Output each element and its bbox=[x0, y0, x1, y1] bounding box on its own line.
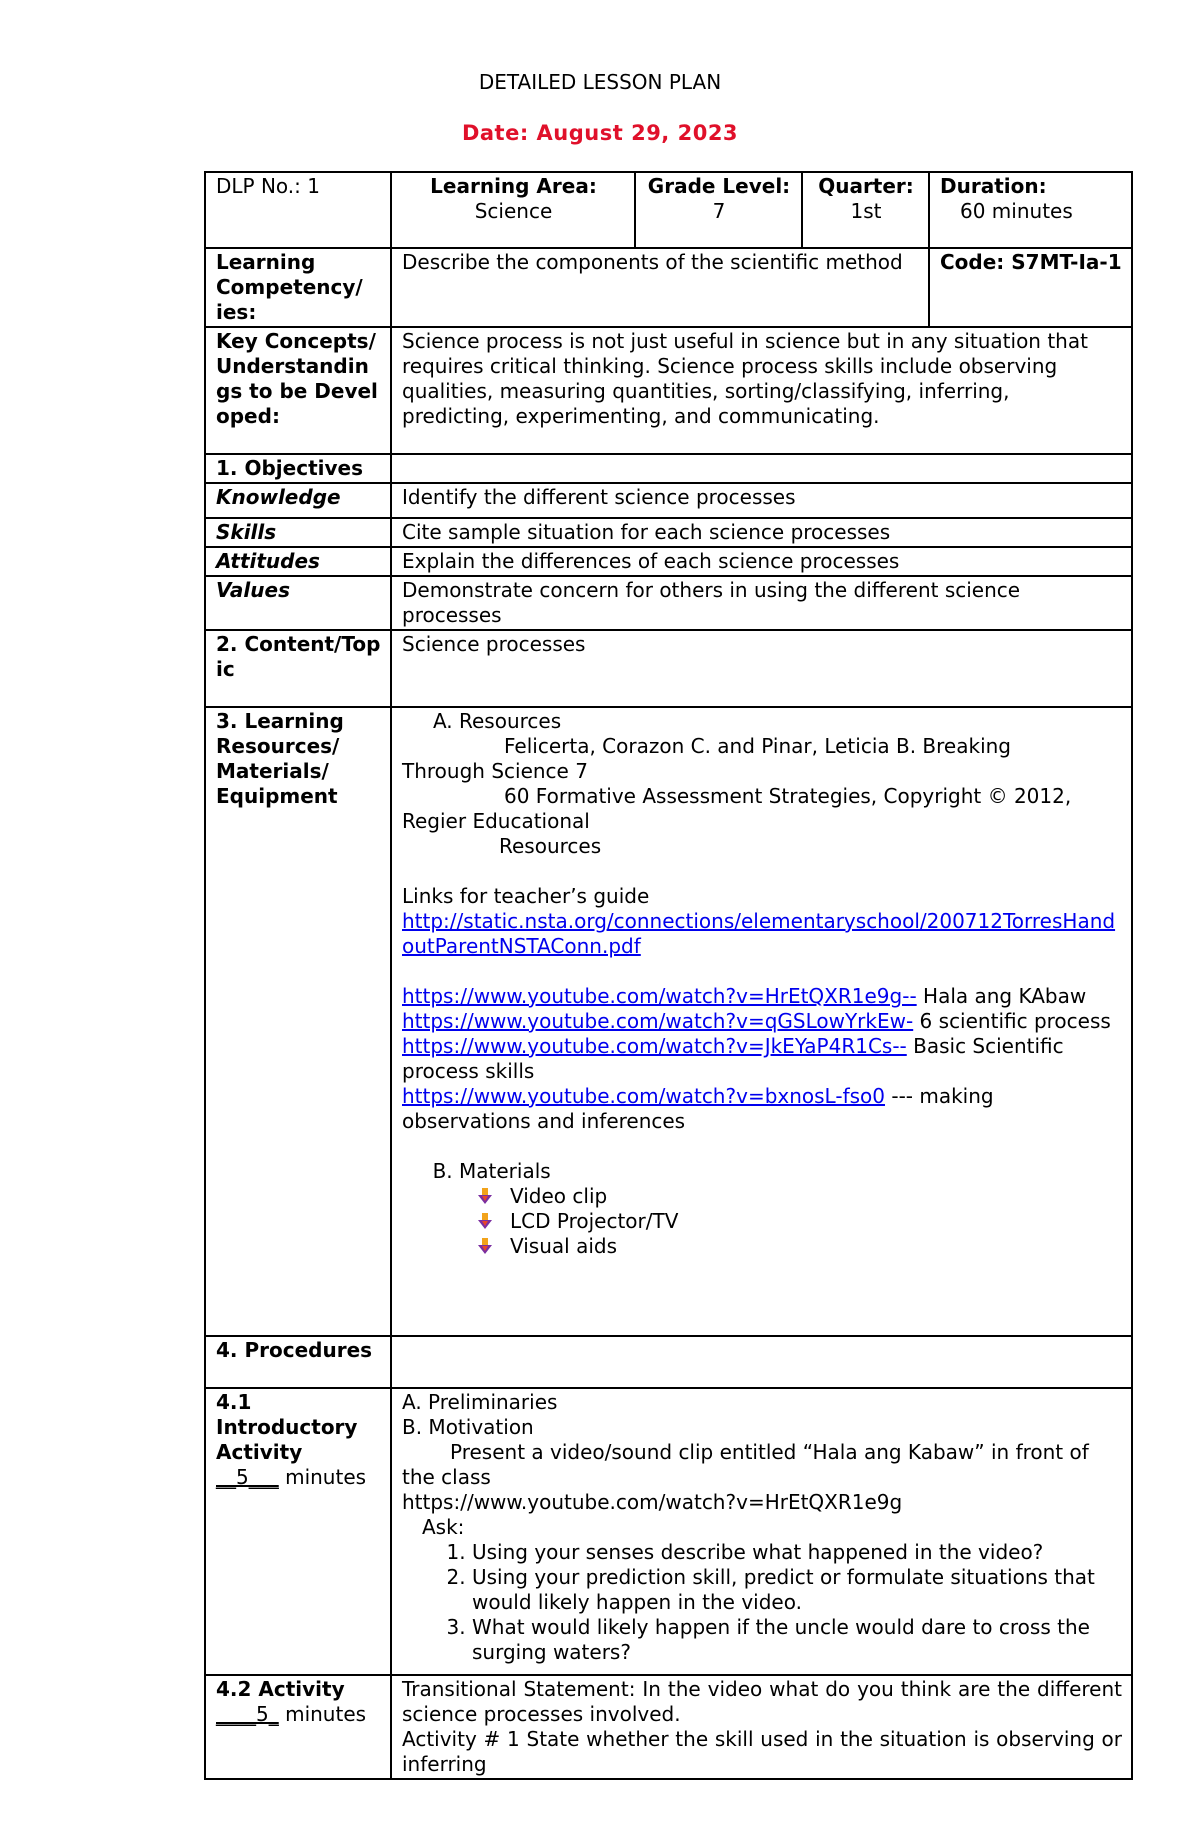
materials-list-b bbox=[402, 1159, 1122, 1184]
present-video: Present a video/sound clip entitled “Hala ang Kabaw” in front of the class bbox=[402, 1440, 1089, 1489]
key-concepts-label: Key Concepts/ Understandings to be Developed: bbox=[205, 327, 391, 454]
intro-activity-label: 4.1 Introductory Activity bbox=[216, 1390, 358, 1464]
lesson-plan-table bbox=[204, 171, 1133, 1780]
question-item: 2. Using your prediction skill, predict or formulate situations that would likely happen in the video. bbox=[472, 1565, 1122, 1615]
link-nsta-handout[interactable]: http://static.nsta.org/connections/elementaryschool/200712TorresHandoutParentNSTAConn.pdf bbox=[402, 909, 1116, 958]
reference-1-line-1: Felicerta, Corazon C. and Pinar, Leticia B. Breaking bbox=[504, 734, 1011, 758]
skills-row bbox=[205, 518, 1132, 547]
materials-list bbox=[402, 1184, 1122, 1259]
resources-row bbox=[205, 707, 1132, 1336]
link-youtube-scientific-process-desc: 6 scientific process bbox=[913, 1009, 1111, 1033]
knowledge-label: Knowledge bbox=[205, 483, 391, 518]
link-youtube-hala-ang-kabaw-desc: Hala ang KAbaw bbox=[916, 984, 1087, 1008]
objectives-empty bbox=[391, 454, 1132, 483]
reference-2-line-2: Regier Educational bbox=[402, 809, 590, 833]
resources-content bbox=[391, 707, 1132, 1336]
quarter-label: Quarter: bbox=[818, 174, 914, 198]
document-title: DETAILED LESSON PLAN bbox=[478, 70, 722, 94]
values-text: Demonstrate concern for others in using the different science processes bbox=[391, 576, 1132, 630]
material-item bbox=[510, 1184, 1122, 1209]
material-item-label: Visual aids bbox=[510, 1234, 617, 1258]
procedures-empty bbox=[391, 1336, 1132, 1388]
dlp-number: DLP No.: 1 bbox=[205, 172, 391, 248]
attitudes-text: Explain the differences of each science processes bbox=[391, 547, 1132, 576]
skills-label: Skills bbox=[205, 518, 391, 547]
reference-2-line-1: 60 Formative Assessment Strategies, Copyright © 2012, bbox=[504, 784, 1072, 808]
preliminaries: A. Preliminaries bbox=[402, 1390, 558, 1414]
quarter-cell bbox=[802, 172, 929, 248]
resources-list-a bbox=[402, 709, 1122, 734]
arrow-bullet-icon bbox=[478, 1187, 492, 1205]
competency-label: Learning Competency/ ies: bbox=[205, 248, 391, 327]
activity-1-instruction: Activity # 1 State whether the skill used in the situation is observing or inferring bbox=[402, 1727, 1122, 1776]
duration-value: 60 minutes bbox=[960, 199, 1073, 223]
reference-2-line-3: Resources bbox=[499, 834, 602, 858]
intro-activity-content bbox=[391, 1388, 1132, 1675]
knowledge-row bbox=[205, 483, 1132, 518]
reference-1-line-2: Through Science 7 bbox=[402, 759, 588, 783]
grade-level-label: Grade Level: bbox=[647, 174, 791, 198]
objectives-label: 1. Objectives bbox=[205, 454, 391, 483]
attitudes-label: Attitudes bbox=[205, 547, 391, 576]
activity-row bbox=[205, 1675, 1132, 1779]
key-concepts-text: Science process is not just useful in science but in any situation that requires critical thinking. Science process skills include observing qualities, measuring quantities, sorting/classifying, inferring, predicting, experimenting, and communicating. bbox=[391, 327, 1132, 454]
intro-activity-row bbox=[205, 1388, 1132, 1675]
activity-label: 4.2 Activity bbox=[216, 1677, 345, 1701]
learning-area-value: Science bbox=[474, 199, 553, 223]
grade-level-value: 7 bbox=[712, 199, 726, 223]
question-item: 3. What would likely happen if the uncle would dare to cross the surging waters? bbox=[472, 1615, 1122, 1665]
material-item bbox=[510, 1209, 1122, 1234]
content-text: Science processes bbox=[391, 630, 1132, 707]
question-list bbox=[402, 1540, 1122, 1665]
resources-heading: A. Resources bbox=[459, 709, 1122, 734]
links-heading: Links for teacher’s guide bbox=[402, 884, 650, 908]
quarter-value: 1st bbox=[850, 199, 882, 223]
procedures-label: 4. Procedures bbox=[205, 1336, 391, 1388]
link-youtube-hala-ang-kabaw[interactable]: https://www.youtube.com/watch?v=HrEtQXR1e9g-- bbox=[402, 984, 917, 1008]
values-row bbox=[205, 576, 1132, 630]
link-youtube-observations-desc: --- making observations and inferences bbox=[402, 1084, 994, 1133]
lesson-date: Date: August 29, 2023 bbox=[461, 121, 739, 145]
ask-label: Ask: bbox=[422, 1515, 465, 1539]
activity-minutes-blank: ____5_ bbox=[216, 1702, 279, 1726]
learning-area-cell bbox=[391, 172, 635, 248]
duration-label: Duration: bbox=[940, 174, 1047, 198]
material-item bbox=[510, 1234, 1122, 1259]
intro-activity-label-cell bbox=[205, 1388, 391, 1675]
attitudes-row bbox=[205, 547, 1132, 576]
activity-content bbox=[391, 1675, 1132, 1779]
info-row bbox=[205, 172, 1132, 248]
skills-text: Cite sample situation for each science processes bbox=[391, 518, 1132, 547]
competency-code: Code: S7MT-Ia-1 bbox=[929, 248, 1132, 327]
arrow-bullet-icon bbox=[478, 1212, 492, 1230]
competency-text: Describe the components of the scientific method bbox=[391, 248, 929, 327]
video-url: https://www.youtube.com/watch?v=HrEtQXR1e9g bbox=[402, 1490, 903, 1514]
learning-area-label: Learning Area: bbox=[430, 174, 597, 198]
materials-heading: B. Materials bbox=[459, 1159, 1122, 1184]
motivation: B. Motivation bbox=[402, 1415, 534, 1439]
link-youtube-basic-skills[interactable]: https://www.youtube.com/watch?v=JkEYaP4R1Cs-- bbox=[402, 1034, 907, 1058]
link-youtube-basic-skills-desc: Basic Scientific process skills bbox=[402, 1034, 1064, 1083]
values-label: Values bbox=[205, 576, 391, 630]
link-youtube-observations[interactable]: https://www.youtube.com/watch?v=bxnosL-fso0 bbox=[402, 1084, 885, 1108]
intro-activity-duration bbox=[216, 1465, 381, 1490]
content-row bbox=[205, 630, 1132, 707]
objectives-row bbox=[205, 454, 1132, 483]
competency-row bbox=[205, 248, 1132, 327]
activity-duration bbox=[216, 1702, 381, 1727]
material-item-label: Video clip bbox=[510, 1184, 608, 1208]
duration-cell bbox=[929, 172, 1132, 248]
intro-minutes-word: minutes bbox=[278, 1465, 367, 1489]
knowledge-text: Identify the different science processes bbox=[391, 483, 1132, 518]
activity-label-cell bbox=[205, 1675, 391, 1779]
intro-minutes-blank: __5___ bbox=[216, 1465, 279, 1489]
arrow-bullet-icon bbox=[478, 1237, 492, 1255]
material-item-label: LCD Projector/TV bbox=[510, 1209, 679, 1233]
grade-level-cell bbox=[635, 172, 802, 248]
activity-minutes-word: minutes bbox=[278, 1702, 367, 1726]
content-label: 2. Content/Topic bbox=[205, 630, 391, 707]
link-youtube-scientific-process[interactable]: https://www.youtube.com/watch?v=qGSLowYrkEw- bbox=[402, 1009, 914, 1033]
resources-label: 3. Learning Resources/ Materials/ Equipment bbox=[205, 707, 391, 1336]
transitional-statement: Transitional Statement: In the video what do you think are the different science processes involved. bbox=[402, 1677, 1122, 1726]
procedures-row bbox=[205, 1336, 1132, 1388]
key-concepts-row bbox=[205, 327, 1132, 454]
question-item: 1. Using your senses describe what happened in the video? bbox=[472, 1540, 1122, 1565]
